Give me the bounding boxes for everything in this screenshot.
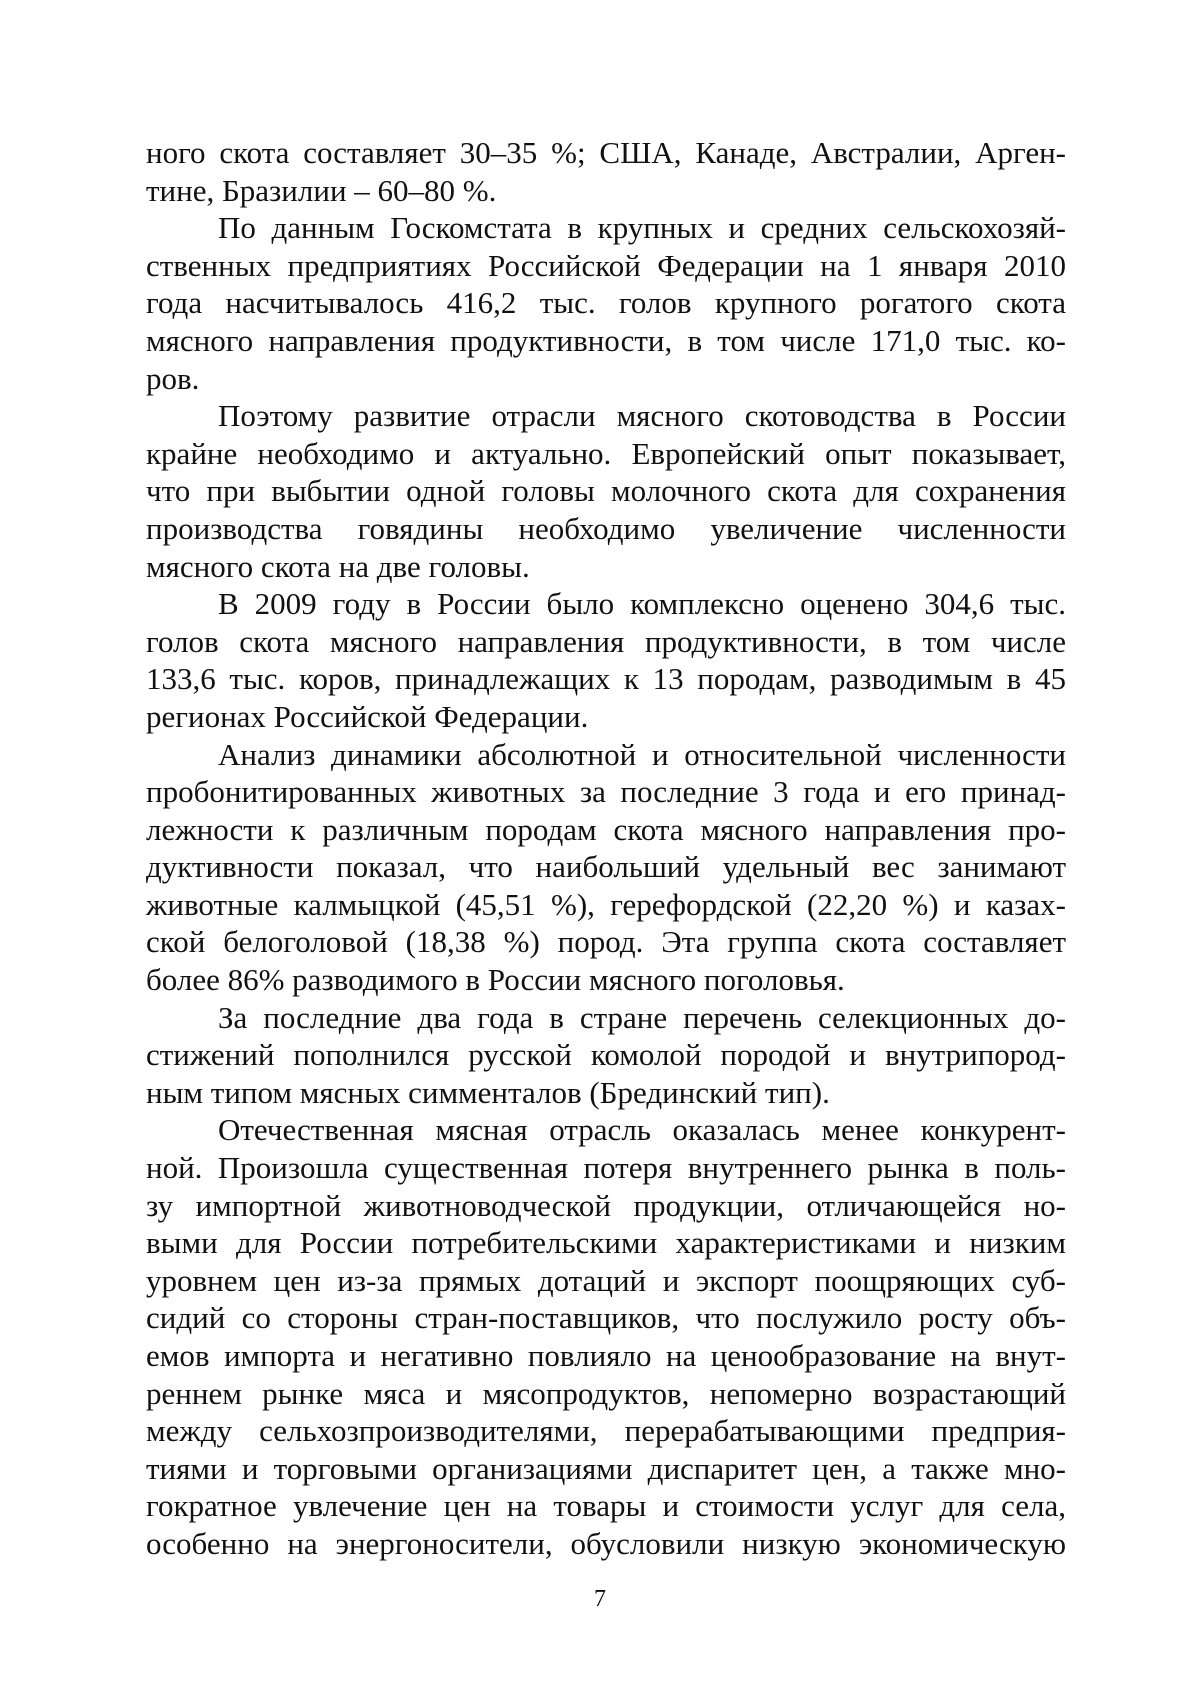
text-line: года насчитывалось 416,2 тыс. голов крупного рогатого скота — [146, 285, 1066, 321]
paragraph — [146, 999, 1066, 1112]
paragraph — [146, 736, 1066, 999]
paragraph — [146, 397, 1066, 585]
text-line: пробонитированных животных за последние 3 года и его принад- — [146, 774, 1066, 810]
text-line: крайне необходимо и актуально. Европейский опыт показывает, — [146, 435, 1066, 471]
text-line: Отечественная мясная отрасль оказалась менее конкурент- — [218, 1112, 1066, 1148]
text-line: гократное увлечение цен на товары и стоимости услуг для села, — [146, 1488, 1066, 1524]
text-line: производства говядины необходимо увеличение численности — [146, 510, 1066, 546]
text-line: реннем рынке мяса и мясопродуктов, непомерно возрастающий — [146, 1375, 1066, 1411]
text-line: тине, Бразилии – 60–80 %. — [146, 172, 497, 208]
text-line: В 2009 году в России было комплексно оценено 304,6 тыс. — [218, 586, 1066, 622]
text-line: что при выбытии одной головы молочного скота для сохранения — [146, 473, 1066, 509]
text-line: ской белоголовой (18,38 %) пород. Эта группа скота составляет — [146, 924, 1066, 960]
text-line: животные калмыцкой (45,51 %), герефордской (22,20 %) и казах- — [146, 886, 1066, 922]
text-line: уровнем цен из-за прямых дотаций и экспорт поощряющих суб- — [146, 1262, 1066, 1298]
text-line: По данным Госкомстата в крупных и средних сельскохозяй- — [218, 210, 1066, 246]
text-line: 133,6 тыс. коров, принадлежащих к 13 породам, разводимым в 45 — [146, 661, 1066, 697]
page-number: 7 — [594, 1586, 606, 1612]
text-line: голов скота мясного направления продуктивности, в том числе — [146, 623, 1066, 659]
text-line: лежности к различным породам скота мясного направления про- — [146, 811, 1066, 847]
text-line: ров. — [146, 360, 200, 396]
text-line: стижений пополнился русской комолой породой и внутрипород- — [146, 1037, 1066, 1073]
text-line: более 86% разводимого в России мясного поголовья. — [146, 962, 845, 998]
text-line: особенно на энергоносители, обусловили низкую экономическую — [146, 1525, 1066, 1561]
text-line: дуктивности показал, что наибольший удельный вес занимают — [146, 849, 1066, 885]
text-line: ного скота составляет 30–35 %; США, Канаде, Австралии, Арген- — [146, 135, 1066, 170]
text-line: мясного скота на две головы. — [146, 548, 530, 584]
paragraph — [146, 1111, 1066, 1562]
text-line: зу импортной животноводческой продукции, отличающейся но- — [146, 1187, 1066, 1223]
text-line: сидий со стороны стран-поставщиков, что послужило росту объ- — [146, 1300, 1066, 1336]
body-text — [146, 134, 1066, 1563]
paragraph — [146, 585, 1066, 735]
text-line: емов импорта и негативно повлияло на ценообразование на внут- — [146, 1338, 1066, 1373]
text-line: выми для России потребительскими характеристиками и низким — [146, 1225, 1066, 1261]
text-line: ным типом мясных симменталов (Брединский тип). — [146, 1074, 830, 1110]
text-line: мясного направления продуктивности, в том числе 171,0 тыс. ко- — [146, 322, 1066, 358]
text-line: между сельхозпроизводителями, перерабатывающими предприя- — [146, 1413, 1066, 1449]
paragraph — [146, 209, 1066, 397]
text-line: Поэтому развитие отрасли мясного скотоводства в России — [218, 398, 1066, 434]
text-line: ной. Произошла существенная потеря внутреннего рынка в поль- — [146, 1150, 1066, 1186]
text-line: ственных предприятиях Российской Федерации на 1 января 2010 — [146, 247, 1066, 283]
text-line: Анализ динамики абсолютной и относительной численности — [218, 736, 1066, 772]
text-line: регионах Российской Федерации. — [146, 698, 589, 734]
text-line: За последние два года в стране перечень селекционных до- — [218, 999, 1066, 1035]
paragraph — [146, 134, 1066, 209]
text-line: тиями и торговыми организациями диспаритет цен, а также мно- — [146, 1450, 1066, 1486]
